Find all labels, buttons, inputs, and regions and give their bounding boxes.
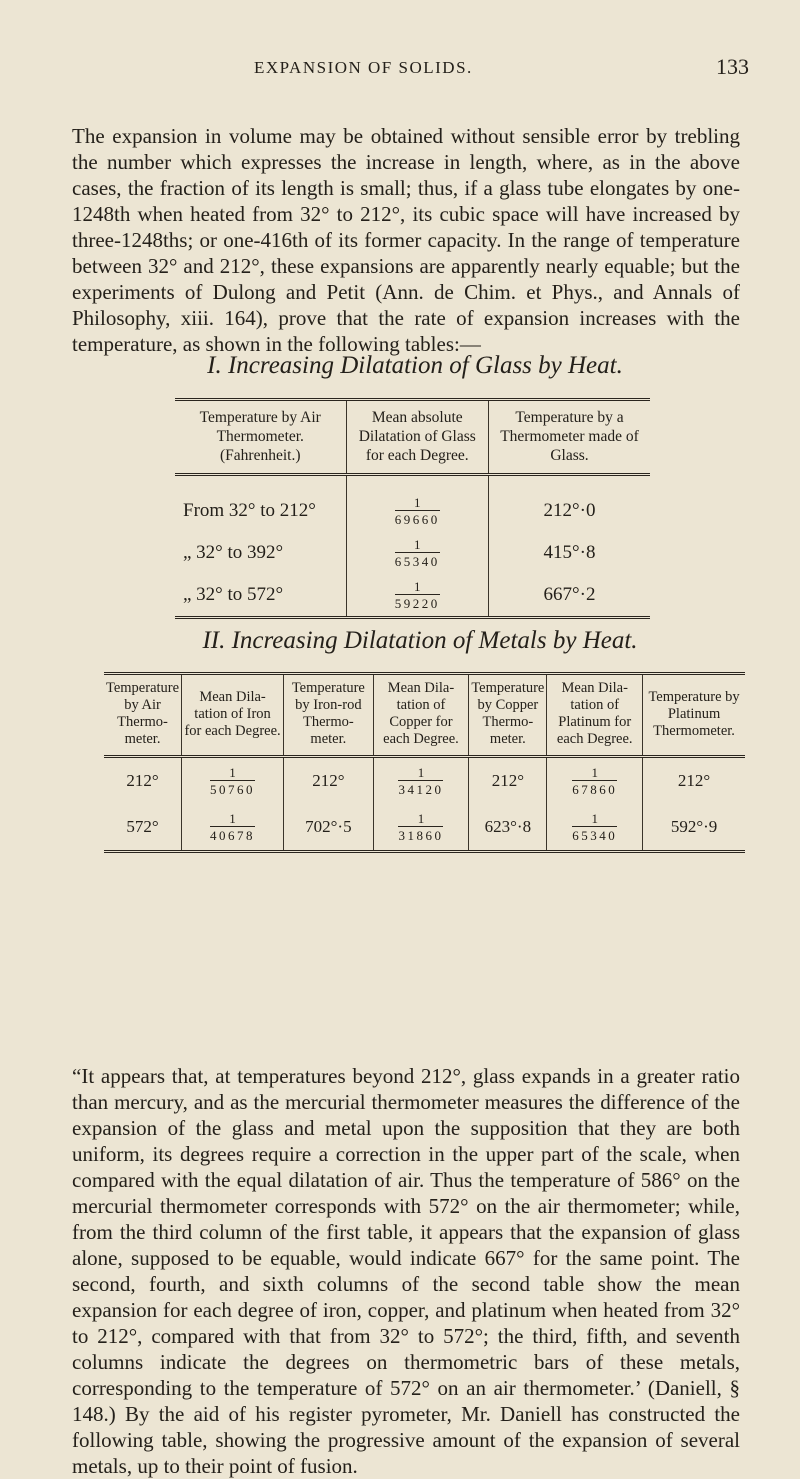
copper-thermometer-temp: 212° (469, 757, 547, 805)
fraction-numerator: 1 (398, 766, 443, 781)
glass-dilatation-table (175, 398, 650, 619)
column-header: Temperature by Air Thermometer. (Fahrenheit.) (175, 400, 346, 475)
table-header-row (104, 674, 745, 757)
metal-dilatation-table (104, 672, 745, 853)
fraction-numerator: 1 (398, 812, 443, 827)
fraction-denominator: 50760 (210, 782, 256, 797)
fraction-numerator: 1 (210, 766, 255, 781)
glass-thermometer-temp: 415°·8 (489, 532, 651, 574)
glass-thermometer-temp: 212°·0 (489, 490, 651, 532)
fraction-denominator: 31860 (398, 828, 444, 843)
fraction-denominator: 34120 (398, 782, 444, 797)
column-header: Mean Dila-tation of Platinum for each Degree. (547, 674, 643, 757)
column-header: Mean Dila-tation of Iron for each Degree. (182, 674, 284, 757)
table-header-row (175, 400, 650, 475)
air-temperature: 212° (126, 771, 159, 790)
page-number: 133 (716, 54, 749, 79)
paragraph-expansion-volume: The expansion in volume may be obtained without sensible error by trebling the number which expresses the increase in length, where, as in the above cases, the fraction of its length is small; thus, if a glass tube elongates by one-1248th when heated from 32° to 212°, its cubic space will have increased by three-1248ths; or one-416th of its former capacity. In the range of temperature between 32° and 212°, these expansions are apparently nearly equable; but the experiments of Dulong and Petit (Ann. de Chim. et Phys., and Annals of Philosophy, xiii. 164), prove that the rate of expansion increases with the temperature, as shown in the following tables:— (72, 124, 740, 356)
fraction-denominator: 69660 (394, 512, 440, 527)
air-temperature: 572° (126, 817, 159, 836)
running-title: EXPANSION OF SOLIDS. (254, 58, 473, 77)
fraction-numerator: 1 (395, 580, 440, 595)
table-row (175, 574, 650, 618)
platinum-dilatation (547, 804, 643, 852)
copper-dilatation (373, 757, 469, 805)
fraction-denominator: 65340 (394, 554, 440, 569)
table-row (175, 490, 650, 532)
temperature-range: „ 32° to 392° (183, 542, 284, 563)
platinum-dilatation (547, 757, 643, 805)
column-header: Temperature by a Thermometer made of Glass. (489, 400, 651, 475)
iron-thermometer-temp: 212° (284, 757, 374, 805)
table-row (104, 757, 745, 805)
platinum-thermometer-temp: 592°·9 (643, 804, 745, 852)
temperature-range: „ 32° to 572° (183, 584, 284, 605)
spacer-row (175, 475, 650, 491)
table-row (104, 804, 745, 852)
iron-thermometer-temp: 702°·5 (284, 804, 374, 852)
table2-title: II. Increasing Dilatation of Metals by Heat. (202, 627, 638, 654)
table-row (175, 532, 650, 574)
fraction-denominator: 59220 (394, 596, 440, 611)
fraction-numerator: 1 (395, 496, 440, 511)
column-header: Temperature by Air Thermo-meter. (104, 674, 182, 757)
fraction-denominator: 65340 (572, 828, 618, 843)
iron-dilatation (182, 804, 284, 852)
copper-thermometer-temp: 623°·8 (469, 804, 547, 852)
iron-dilatation (182, 757, 284, 805)
fraction-denominator: 40678 (210, 828, 256, 843)
dilatation-fraction (346, 490, 489, 532)
table1-title: I. Increasing Dilatation of Glass by Heat. (207, 352, 623, 379)
column-header: Mean absolute Dilatation of Glass for each Degree. (346, 400, 489, 475)
column-header: Temperature by Copper Thermo-meter. (469, 674, 547, 757)
fraction-numerator: 1 (572, 812, 617, 827)
dilatation-fraction (346, 532, 489, 574)
page-header (0, 54, 800, 88)
paragraph-daniell-quote: “It appears that, at temperatures beyond 212°, glass expands in a greater ratio than mercury, and as the mercurial thermometer measures the difference of the expansion of the glass and metal upon the supposition that they are both uniform, its degrees require a correction in the upper part of the scale, when compared with the equal dilatation of air. Thus the temperature of 586° on the mercurial thermometer corresponds with 572° on the air thermometer; while, from the third column of the first table, it appears that the expansion of glass alone, supposed to be equable, would indicate 667° for the same point. The second, fourth, and sixth columns of the second table show the mean expansion for each degree of iron, copper, and platinum when heated from 32° to 212°, compared with that from 32° to 572°; the third, fifth, and seventh columns indicate the degrees on thermometric bars of these metals, corresponding to the temperature of 572° on an air thermometer.’ (Daniell, § 148.) By the aid of his register pyrometer, Mr. Daniell has constructed the following table, showing the progressive amount of the expansion of several metals, up to their point of fusion. (72, 1064, 740, 1478)
copper-dilatation (373, 804, 469, 852)
glass-thermometer-temp: 667°·2 (489, 574, 651, 618)
column-header: Mean Dila-tation of Copper for each Degree. (373, 674, 469, 757)
fraction-denominator: 67860 (572, 782, 618, 797)
column-header: Temperature by Iron-rod Thermo-meter. (284, 674, 374, 757)
fraction-numerator: 1 (572, 766, 617, 781)
temperature-range: From 32° to 212° (183, 500, 316, 521)
fraction-numerator: 1 (210, 812, 255, 827)
fraction-numerator: 1 (395, 538, 440, 553)
platinum-thermometer-temp: 212° (643, 757, 745, 805)
dilatation-fraction (346, 574, 489, 618)
column-header: Temperature by Platinum Thermometer. (643, 674, 745, 757)
